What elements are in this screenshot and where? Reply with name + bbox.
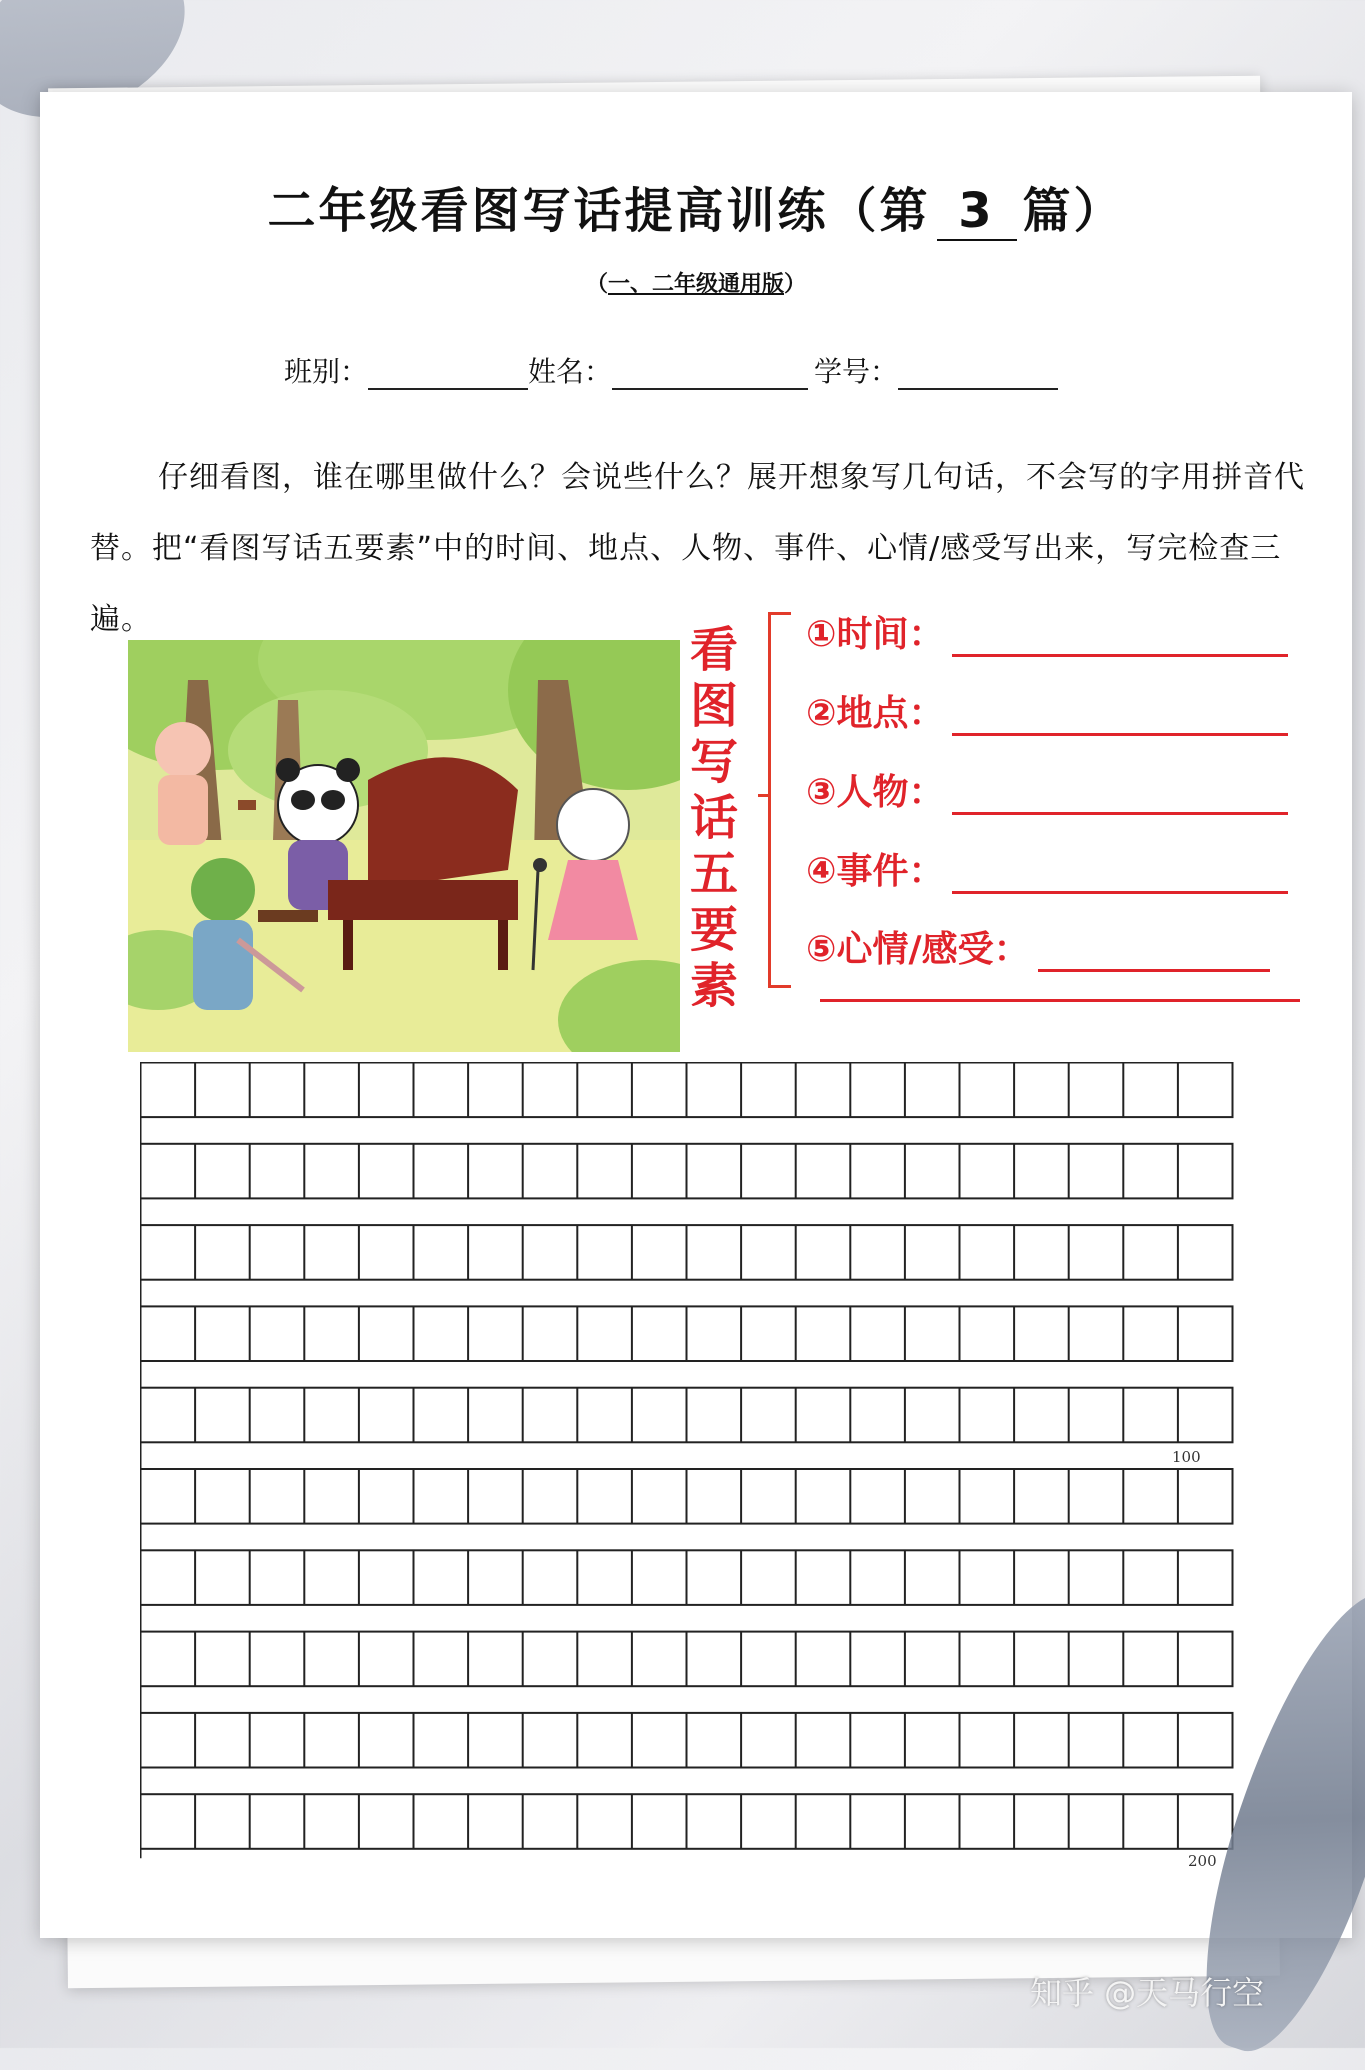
grid-row[interactable] [141, 1143, 1233, 1198]
grid-row[interactable] [141, 1794, 1233, 1849]
grid-row[interactable] [141, 1062, 1233, 1117]
time-field[interactable] [952, 646, 1288, 657]
name-label: 姓名： [528, 355, 613, 388]
illustration-drawing [128, 640, 680, 1052]
worksheet [40, 92, 1352, 1938]
title-number: 3 [937, 183, 1017, 241]
grid-marker-100: 100 [1172, 1447, 1201, 1466]
page-title: 二年级看图写话提高训练（第 3 篇） [267, 183, 1125, 239]
element-people: ③人物： [806, 755, 1288, 815]
page-subtitle: （一、二年级通用版） [585, 272, 807, 297]
grid-row[interactable] [141, 1225, 1233, 1280]
grid-row[interactable] [141, 1631, 1233, 1686]
number-field[interactable] [898, 358, 1058, 390]
element-feeling: ⑤心情/感受： [806, 912, 1270, 972]
name-field[interactable] [612, 358, 808, 390]
feeling-field[interactable] [1038, 961, 1270, 972]
bracket-decoration [768, 612, 791, 988]
illustration [128, 640, 680, 1052]
grid-row[interactable] [141, 1306, 1233, 1361]
grid-row[interactable] [141, 1712, 1233, 1767]
element-time: ①时间： [806, 597, 1288, 657]
event-field[interactable] [952, 883, 1288, 894]
element-place: ②地点： [806, 676, 1288, 736]
grid-row[interactable] [141, 1550, 1233, 1605]
people-field[interactable] [952, 804, 1288, 815]
grid-row[interactable] [141, 1387, 1233, 1442]
five-elements-title: 看 图 写 话 五 要 素 [689, 622, 738, 1014]
instructions: 仔细看图，谁在哪里做什么？会说些什么？展开想象写几句话，不会写的字用拼音代替。把“看图写话五要素”中的时间、地点、人物、事件、心情/感受写出来，写完检查三遍。 [90, 460, 1305, 637]
bracket-tick [758, 794, 770, 797]
feeling-extra-line[interactable] [820, 999, 1300, 1002]
element-event: ④事件： [806, 834, 1288, 894]
class-field[interactable] [368, 358, 528, 390]
watermark: 知乎 @天马行空 [1030, 1974, 1265, 2012]
grid-lines [140, 1062, 1262, 1871]
student-info [284, 350, 1058, 390]
writing-grid[interactable] [140, 1062, 1262, 1872]
class-label: 班别： [284, 355, 369, 388]
grid-row[interactable] [141, 1469, 1233, 1524]
place-field[interactable] [952, 725, 1288, 736]
number-label: 学号： [814, 355, 899, 388]
grid-marker-200: 200 [1188, 1852, 1217, 1871]
